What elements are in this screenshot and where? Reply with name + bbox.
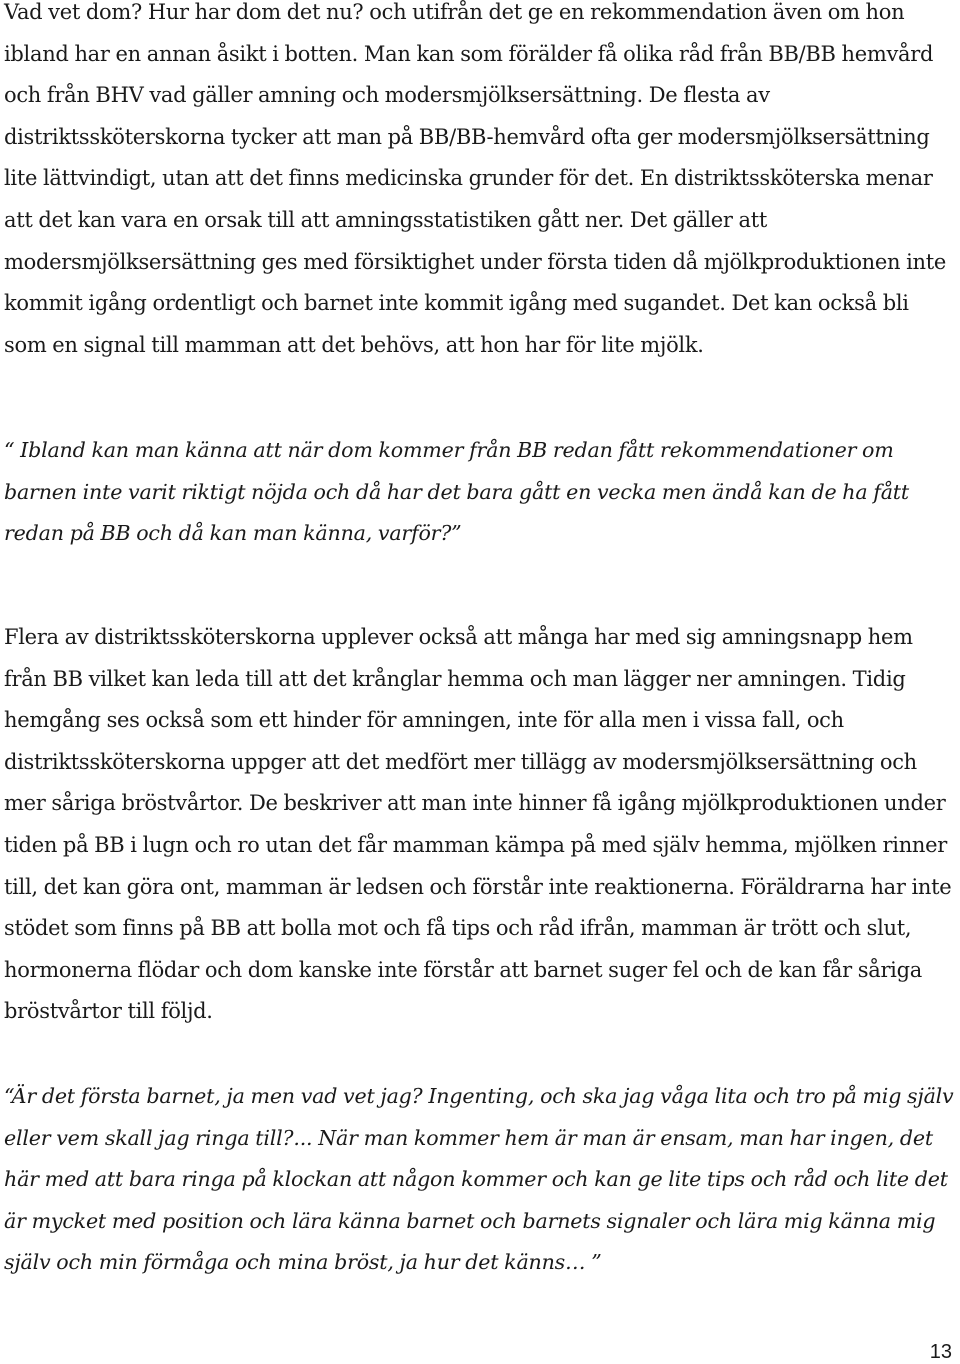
body-paragraph: Vad vet dom? Hur har dom det nu? och utifrån det ge en rekommendation även om hon ibland har en annan åsikt i botten. Man kan som förälder få olika råd från BB/BB hemvård och från BHV vad gäller amning och modersmjölksersättning. De flesta av distriktssköterskorna tycker att man på BB/BB-hemvård ofta ger modersmjölksersättning lite lättvindigt, utan att det finns medicinska grunder för det. En distriktssköterska menar att det kan vara en orsak till att amningsstatistiken gått ner. Det gäller att modersmjölksersättning ges med försiktighet under första tiden då mjölkproduktionen inte kommit igång ordentligt och barnet inte kommit igång med sugandet. Det kan också bli som en signal till mamman att det behövs, att hon har för lite mjölk.	[4, 0, 947, 357]
body-paragraph: Flera av distriktssköterskorna upplever också att många har med sig amningsnapp hem från BB vilket kan leda till att det krånglar hemma och man lägger ner amningen. Tidig hemgång ses också som ett hinder för amningen, inte för alla men i vissa fall, och distriktssköterskorna uppger att det medfört mer tillägg av modersmjölksersättning och mer såriga bröstvårtor. De beskriver att man inte hinner få igång mjölkproduktionen under tiden på BB i lugn och ro utan det får mamman kämpa på med själv hemma, mjölken rinner till, det kan göra ont, mamman är ledsen och förstår inte reaktionerna. Föräldrarna har inte stödet som finns på BB att bolla mot och få tips och råd ifrån, mamman är trött och slut, hormonerna flödar och dom kanske inte förstår att barnet suger fel och de kan får såriga bröstvårtor till följd.	[4, 625, 952, 1024]
interview-quote: “Är det första barnet, ja men vad vet jag? Ingenting, och ska jag våga lita och tro på mig själv eller vem skall jag ringa till?... När man kommer hem är man är ensam, man har ingen, det här med att bara ringa på klockan att någon kommer och kan ge lite tips och råd och lite det är mycket med position och lära känna barnet och barnets signaler och lära mig känna mig själv och min förmåga och mina bröst, ja hur det känns… ”	[4, 1084, 954, 1275]
interview-quote: “ Ibland kan man känna att när dom kommer från BB redan fått rekommendationer om barnen inte varit riktigt nöjda och då har det bara gått en vecka men ändå kan de ha fått redan på BB och då kan man känna, varför?”	[4, 438, 909, 546]
page-number: 13	[929, 1341, 952, 1363]
